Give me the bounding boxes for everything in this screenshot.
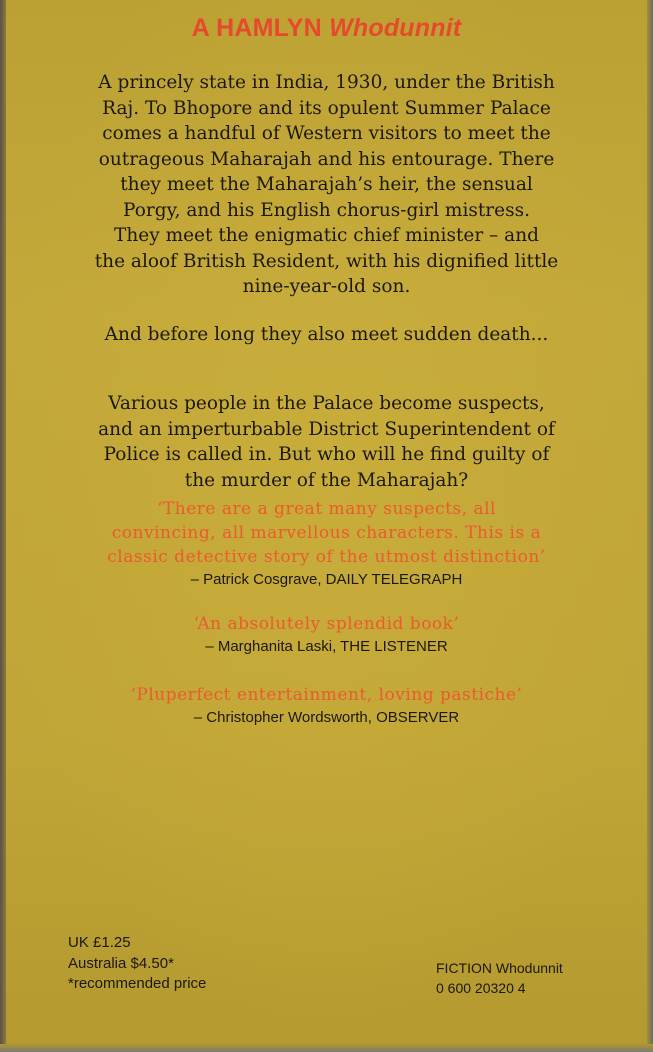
cover-edge-left (0, 0, 6, 1052)
blurb-line: They meet the enigmatic chief minister – and (114, 225, 539, 246)
blurb-line: comes a handful of Western visitors to meet the (102, 123, 551, 144)
blurb-paragraph-1 (40, 70, 613, 300)
blurb-line: Police is called in. But who will he find guilty of (103, 444, 550, 465)
isbn: 0 600 20320 4 (436, 980, 526, 996)
blurb-line: Porgy, and his English chorus-girl mistress. (123, 199, 530, 221)
series-header (0, 14, 653, 43)
series-name: Whodunnit (329, 14, 462, 42)
quote-text: ‘Pluperfect entertainment, loving pastiche’ (130, 685, 523, 705)
publisher-name: A HAMLYN (191, 14, 322, 42)
price-uk: UK £1.25 (68, 934, 131, 951)
cover-edge-bottom (0, 1044, 653, 1052)
quote-text: convincing, all marvellous characters. This is a (111, 523, 542, 543)
review-quote-1 (30, 497, 623, 591)
blurb-line: And before long they also meet sudden death... (104, 324, 549, 345)
quote-text: ‘An absolutely splendid book’ (193, 614, 460, 634)
blurb-paragraph-3 (40, 391, 613, 493)
blurb-paragraph-2 (40, 322, 613, 348)
quote-attribution: – Patrick Cosgrave, DAILY TELEGRAPH (190, 571, 463, 588)
blurb-line: outrageous Maharajah and his entourage. There (98, 148, 555, 170)
blurb-line: and an imperturbable District Superintendent of (98, 418, 555, 440)
blurb-line: the murder of the Maharajah? (184, 469, 469, 491)
blurb-line: A princely state in India, 1930, under the British (98, 72, 555, 93)
quote-text: classic detective story of the utmost distinction’ (107, 547, 546, 567)
price-block (68, 933, 206, 995)
quote-attribution: – Marghanita Laski, THE LISTENER (205, 638, 448, 655)
cover-edge-right (647, 0, 653, 1052)
blurb-line: Raj. To Bhopore and its opulent Summer Palace (102, 97, 551, 119)
blurb-line: they meet the Maharajah’s heir, the sensual (120, 174, 533, 195)
blurb-line: nine-year-old son. (242, 276, 411, 297)
quote-text: ‘There are a great many suspects, all (157, 499, 496, 519)
review-quote-3 (30, 683, 623, 729)
price-australia: Australia $4.50* (68, 954, 174, 972)
blurb-line: the aloof British Resident, with his dignified little (94, 250, 559, 272)
price-note: *recommended price (68, 975, 207, 992)
review-quote-2 (30, 612, 623, 658)
catalog-block (436, 958, 563, 998)
blurb-line: Various people in the Palace become suspects, (108, 393, 545, 414)
catalog-category: FICTION Whodunnit (436, 960, 563, 976)
quote-attribution: – Christopher Wordsworth, OBSERVER (193, 709, 460, 726)
